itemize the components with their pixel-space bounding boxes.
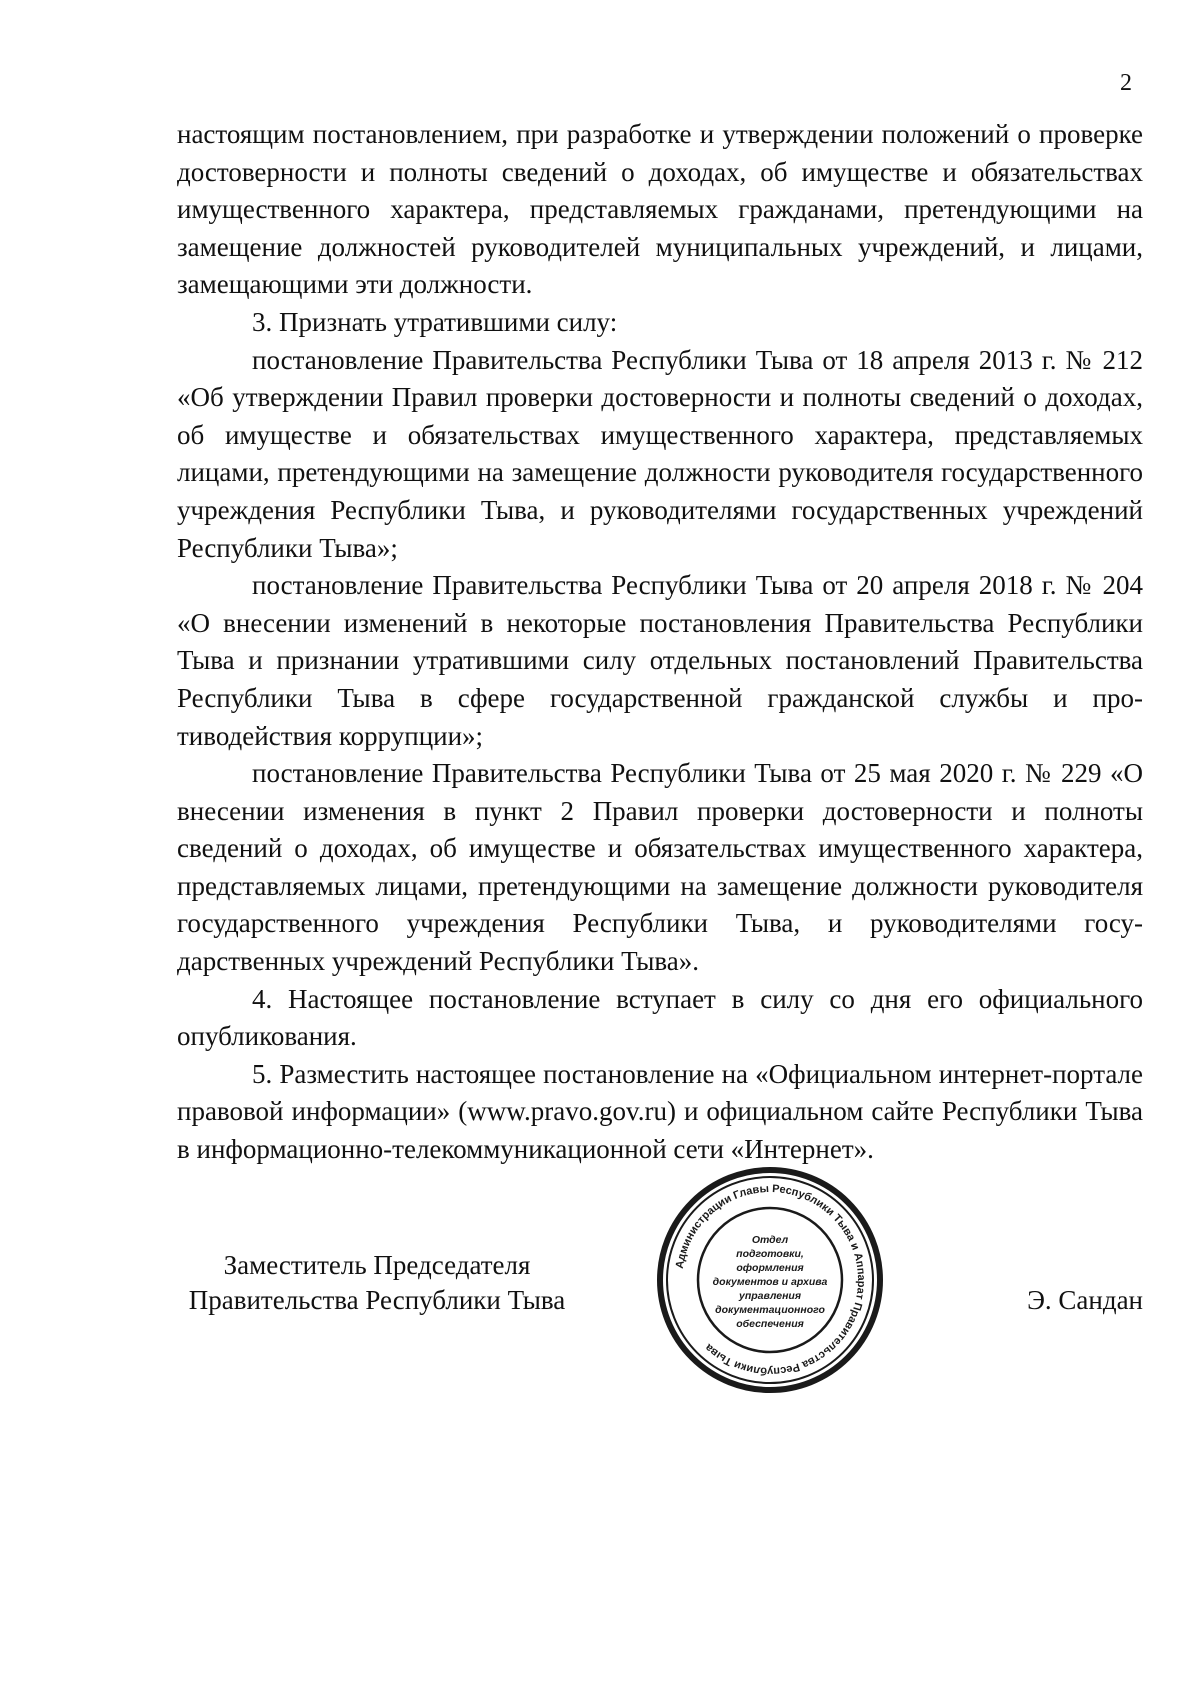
seal-center-line: документационного [715,1304,825,1316]
document-body [177,116,1143,1169]
paragraph: постановление Правительства Республики Тыва от 20 апреля 2018 г. № 204 «О внесении изменений в некоторые постановления Правительства Республики Тыва и признании утратившими силу отдельных постановлений Правительства Республики Тыва в сфере государственной гражданской службы и противодействия коррупции»; [177,570,1143,751]
seal-center-line: Отдел [751,1234,789,1246]
signer-title-line: Заместитель Председателя [223,1250,531,1280]
seal-center-line: подготовки, [736,1248,804,1260]
signer-title-line: Правительства Республики Тыва [188,1285,566,1315]
paragraph: постановление Правительства Республики Тыва от 25 мая 2020 г. № 229 «О внесении изменения в пункт 2 Правил проверки достоверности и полноты сведений о доходах, об имуществе и обязательствах имущественного характера, представляемых лицами, претендующими на замещение должности руководителя государственного учреждения Республики Тыва, и руководителями государственных учреждений Республики Тыва». [177,758,1143,977]
paragraph: 5. Разместить настоящее постановление на «Официальном интернет-портале правовой информации» (www.pravo.gov.ru) и официальном сайте Республики Тыва в информационно-телекоммуникационной сети «Интернет». [177,1058,1143,1165]
official-seal [655,1165,885,1395]
seal-center-line: обеспечения [736,1318,804,1330]
paragraph: 4. Настоящее постановление вступает в силу со дня его официального опубликования. [177,983,1143,1052]
page-number: 2 [1120,70,1132,96]
signer-name: Э. Сандан [1027,1285,1143,1315]
signer-title [177,1248,577,1318]
seal-center-line: управления [738,1290,802,1302]
seal-center-line: документов и архива [712,1276,828,1288]
paragraph: 3. Признать утратившими силу: [252,306,618,337]
paragraph: постановление Правительства Республики Тыва от 18 апреля 2013 г. № 212 «Об утверждении Правил проверки достоверности и полноты сведений о доходах, об имуществе и обязательствах имущественного характера, представляемых лицами, претендующими на замещение должности руководителя государственного учреждения Республики Тыва, и руководителями государственных учреждений Республики Тыва»; [177,344,1143,563]
seal-ring-textpath: Администрации Главы Республики Тыва и Аппарат Правительства Республики Тыва [673,1182,868,1378]
paragraph: настоящим постановлением, при разработке и утверждении положений о проверке достоверности и полноты сведений о доходах, об имуществе и обязательствах имущественного характера, представляемых гражданами, претендующими на замещение должностей руководителей муниципальных учреждений, и лицами, замещающими эти должности. [177,119,1143,300]
seal-center-line: оформления [736,1262,804,1274]
seal-graphic [655,1165,885,1395]
